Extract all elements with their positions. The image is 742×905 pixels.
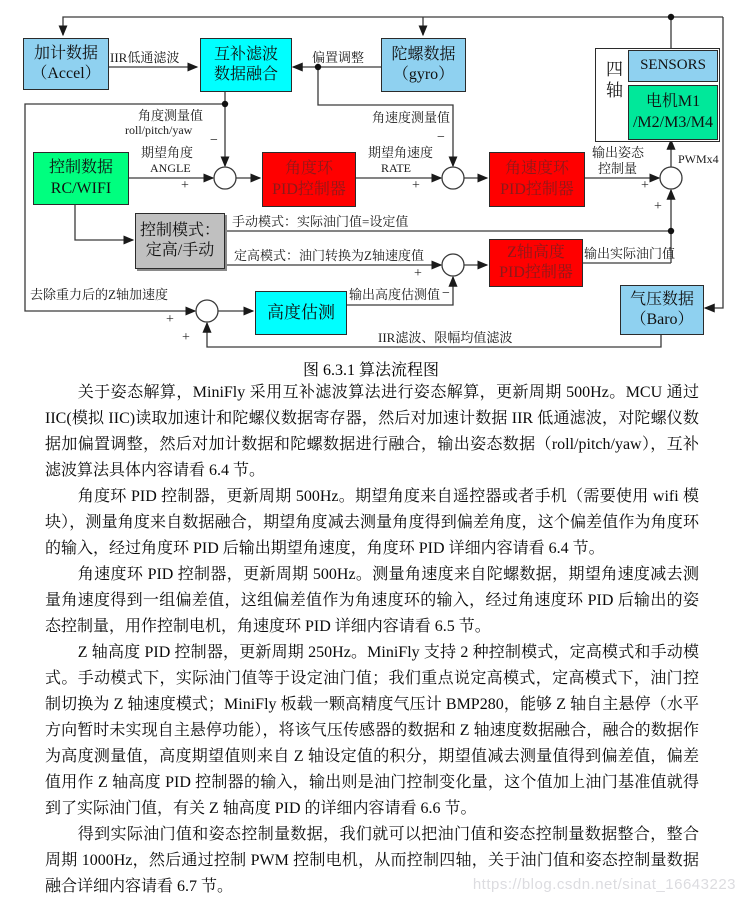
paragraph: 关于姿态解算，MiniFly 采用互补滤波算法进行姿态解算，更新周期 500Hz。MCU 通过IIC(模拟 IIC)读取加速计和陀螺仪数据寄存器，然后对加速计数据 IIR 低通滤波，对陀螺仪数据加偏置调整，然后对加计数据和陀螺数据进行融合，输出姿态数据（roll/pitch/yaw），互补滤波算法具体内容请看 6.4 节。 <box>45 384 699 479</box>
baro-box-line1: 气压数据 <box>629 290 694 308</box>
minus-sign: − <box>442 286 450 301</box>
fusion-box <box>200 38 292 92</box>
rate-keyword-label: RATE <box>381 161 411 175</box>
paragraph: 角度环 PID 控制器，更新周期 500Hz。期望角度来自遥控器或者手机（需要使用 wifi 模块），测量角度来自数据融合，期望角度减去测量角度得到偏差角度，这个偏差值作为角度环的输入，经过角度环 PID 后输出期望角速度，角度环 PID 详细内容请看 6.4 节。 <box>45 488 699 557</box>
zheight-pid-line1: Z轴高度 <box>507 243 565 261</box>
angle-pid-line1: 角度环 <box>284 160 333 178</box>
connector-rc-to-mode <box>75 203 133 240</box>
csdn-watermark: https://blog.csdn.net/sinat_16643223 <box>472 876 736 893</box>
junction-dot-fusion <box>222 101 228 107</box>
sensors-box-label: SENSORS <box>640 57 706 74</box>
fusion-box-line1: 互补滤波 <box>213 45 278 63</box>
baro-box <box>620 285 704 335</box>
desired-angle-label: 期望角度 <box>141 145 194 160</box>
angle-pid-box <box>262 152 356 207</box>
angle-keyword-label: ANGLE <box>150 161 191 175</box>
angle-pid-line2: PID控制器 <box>272 180 346 198</box>
zheight-sum-junction <box>442 254 464 276</box>
iir-lowpass-label: IIR低通滤波 <box>110 50 180 65</box>
control-data-box <box>33 152 129 205</box>
z-accel-label: 去除重力后的Z轴加速度 <box>30 287 168 302</box>
algorithm-flowchart <box>0 0 742 356</box>
article-body <box>45 380 699 900</box>
plus-sign: + <box>641 178 649 193</box>
control-mode-line2: 定高/手动 <box>145 242 215 259</box>
altitude-sum-junction <box>196 300 218 322</box>
baro-box-line2: （Baro） <box>630 311 694 328</box>
pwm-sum-junction <box>660 167 682 189</box>
paragraph: 得到实际油门值和姿态控制量数据，我们就可以把油门值和姿态控制量数据整合，整合周期 1000Hz，然后通过控制 PWM 控制电机，从而控制四轴，关于油门值和姿态控制量数据融合详细内容请看 6.7 节。 <box>45 826 699 895</box>
plus-sign: + <box>654 199 662 214</box>
plus-sign: + <box>181 178 189 193</box>
angle-measured-label: 角度测量值 <box>138 108 204 123</box>
minus-sign: − <box>437 130 445 145</box>
motor-box <box>628 85 718 140</box>
sensors-box <box>628 50 718 82</box>
rate-measured-label: 角速度测量值 <box>372 110 451 125</box>
offset-adjust-label: 偏置调整 <box>312 50 365 65</box>
rate-pid-line1: 角速度环 <box>504 160 569 178</box>
altitude-estimate-box <box>255 291 347 335</box>
manual-mode-label: 手动模式：实际油门值=设定值 <box>232 214 409 229</box>
junction-dot-throttle <box>668 228 674 234</box>
control-mode-line1: 控制模式： <box>139 221 220 239</box>
accel-box <box>23 38 109 90</box>
zheight-pid-line2: PID控制器 <box>499 264 573 281</box>
control-data-line2: RC/WIFI <box>50 179 112 197</box>
motor-box-line2: /M2/M3/M4 <box>632 113 713 131</box>
accel-box-line2: （Accel） <box>31 65 101 82</box>
gyro-box <box>381 38 466 92</box>
zheight-pid-box <box>489 239 583 287</box>
attitude-output-label2: 控制量 <box>598 161 638 176</box>
gyro-box-line1: 陀螺数据 <box>391 45 456 63</box>
connector-sensors-to-accel <box>63 17 723 35</box>
angle-sum-junction <box>214 167 236 189</box>
control-data-line1: 控制数据 <box>48 159 113 177</box>
junction-dot-top <box>668 14 674 20</box>
paragraph: 角速度环 PID 控制器，更新周期 500Hz。测量角速度来自陀螺数据，期望角速度减去测量角速度得到一组偏差值，这组偏差值作为角速度环的输入，经过角速度环 PID 后输出的姿态控制量，用作控制电机，角速度环 PID 详细内容请看 6.5 节。 <box>45 566 699 635</box>
rate-pid-line2: PID控制器 <box>500 180 574 198</box>
altitude-estimate-label: 高度估测 <box>267 303 335 323</box>
attitude-output-label1: 输出姿态 <box>592 145 645 160</box>
motor-box-line1: 电机M1 <box>645 93 701 111</box>
pwm-label: PWMx4 <box>678 152 719 166</box>
rate-pid-box <box>489 152 585 207</box>
gyro-box-line2: （gyro） <box>392 66 455 83</box>
paragraph: Z 轴高度 PID 控制器，更新周期 250Hz。MiniFly 支持 2 种控制模式，定高模式和手动模式。手动模式下，实际油门值等于设定油门值；我们重点说定高模式，定高模式下，油门控制切换为 Z 轴速度模式；MiniFly 板载一颗高精度气压计 BMP280，能够 Z 轴自主悬停（水平方向暂时未实现自主悬停功能），将该气压传感器的数据和 Z 轴速度数据融合，融合的数据作为高度测量值，高度期望值则来自 Z 轴设定值的积分，期望值减去测量值得到偏差值，偏差值用作 Z 轴高度 PID 控制器的输入，输出则是油门控制变化量，这个值加上油门基准值就得到了实际油门值，有关 Z 轴高度 PID 的详细内容请看 6.6 节。 <box>45 644 699 817</box>
iir-limit-filter-label: IIR滤波、限幅均值滤波 <box>378 330 513 345</box>
control-mode-box <box>135 213 225 269</box>
height-mode-label: 定高模式：油门转换为Z轴速度值 <box>234 248 424 263</box>
rate-sum-junction <box>442 167 464 189</box>
plus-sign: + <box>412 178 420 193</box>
figure-caption: 图 6.3.1 算法流程图 <box>302 362 439 379</box>
minus-sign: − <box>210 133 218 148</box>
desired-rate-label: 期望角速度 <box>368 145 434 160</box>
plus-sign: + <box>414 266 422 281</box>
altitude-output-label: 输出高度估测值 <box>349 287 441 302</box>
fusion-box-line2: 数据融合 <box>213 66 278 83</box>
plus-sign: + <box>166 312 174 327</box>
quadcopter-label: 四轴 <box>603 60 622 102</box>
throttle-output-label: 输出实际油门值 <box>584 246 676 261</box>
plus-sign: + <box>182 330 190 345</box>
roll-pitch-yaw-label: roll/pitch/yaw <box>125 123 193 137</box>
accel-box-line1: 加计数据 <box>33 44 98 62</box>
